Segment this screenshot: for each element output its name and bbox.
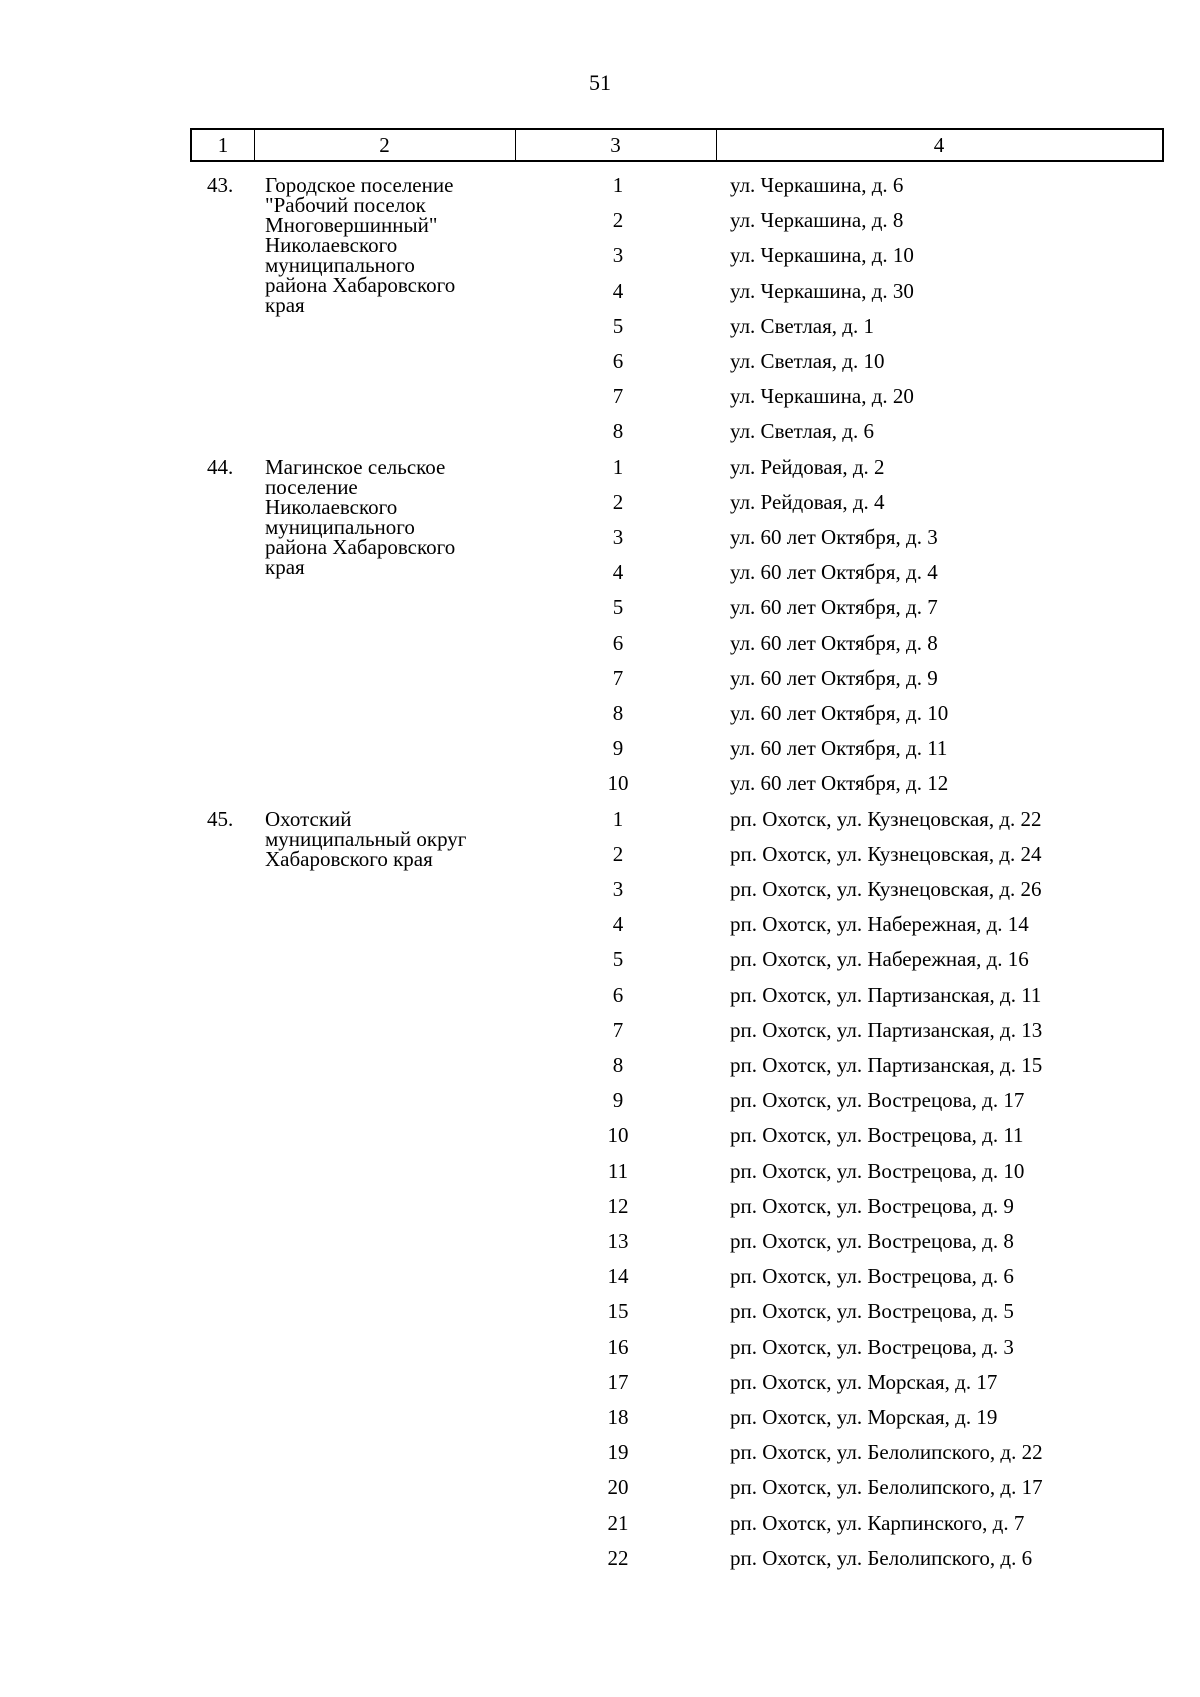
item-address: ул. 60 лет Октября, д. 3 [730,525,938,549]
group-number: 43. [207,173,234,197]
table-header-row [190,128,1164,162]
item-index: 21 [607,1510,629,1535]
item-index: 12 [607,1193,629,1218]
item-index: 4 [612,560,624,585]
item-address: ул. Черкашина, д. 20 [730,384,914,409]
item-address: ул. Черкашина, д. 30 [730,278,914,303]
item-address: рп. Охотск, ул. Набережная, д. 14 [730,912,1029,937]
item-index: 17 [607,1369,629,1394]
municipality-name: Магинское сельское поселение Николаевского муниципального района Хабаровского края [265,454,456,579]
item-address: ул. Светлая, д. 1 [730,313,874,338]
item-address: рп. Охотск, ул. Белолипского, д. 22 [730,1440,1043,1465]
item-index: 4 [612,278,624,303]
item-address: рп. Охотск, ул. Морская, д. 19 [730,1405,998,1429]
item-index: 7 [612,665,624,690]
item-address: рп. Охотск, ул. Кузнецовская, д. 24 [730,841,1042,866]
item-address: ул. Светлая, д. 6 [730,419,874,444]
item-address: рп. Охотск, ул. Вострецова, д. 9 [730,1193,1014,1218]
item-index: 3 [612,877,624,901]
item-index: 5 [612,313,624,338]
item-address: рп. Охотск, ул. Партизанская, д. 13 [730,1017,1043,1042]
item-address: ул. 60 лет Октября, д. 10 [730,701,949,725]
item-address: ул. Рейдовая, д. 2 [730,454,885,479]
item-address: рп. Охотск, ул. Кузнецовская, д. 26 [730,877,1042,901]
page-number: 51 [589,70,611,95]
item-index: 3 [612,525,624,549]
item-index: 6 [612,630,624,655]
item-index: 20 [607,1475,629,1500]
item-index: 6 [612,982,624,1007]
item-address: рп. Охотск, ул. Кузнецовская, д. 22 [730,806,1042,831]
item-index: 18 [607,1405,629,1429]
item-address: ул. Черкашина, д. 8 [730,208,904,233]
item-index: 1 [612,454,624,479]
item-address: рп. Охотск, ул. Партизанская, д. 11 [730,982,1042,1007]
item-index: 8 [612,1053,624,1077]
item-index: 7 [612,1017,624,1042]
item-address: ул. Светлая, д. 10 [730,349,885,373]
item-index: 16 [607,1334,629,1359]
item-address: ул. 60 лет Октября, д. 8 [730,630,938,655]
header-col-2: 2 [379,133,390,157]
item-address: рп. Охотск, ул. Вострецова, д. 11 [730,1123,1024,1148]
item-index: 14 [607,1264,629,1289]
item-index: 9 [612,736,624,761]
header-col-3: 3 [610,133,621,157]
item-address: рп. Охотск, ул. Вострецова, д. 5 [730,1299,1014,1324]
group-number: 44. [207,454,234,479]
municipality-name: Охотский муниципальный округ Хабаровского края [265,806,467,871]
item-index: 2 [612,489,624,514]
item-address: ул. 60 лет Октября, д. 11 [730,736,948,761]
item-index: 10 [607,1123,629,1148]
item-address: рп. Охотск, ул. Вострецова, д. 17 [730,1088,1025,1113]
item-address: ул. Черкашина, д. 10 [730,243,914,268]
item-index: 2 [612,208,624,233]
item-address: рп. Охотск, ул. Белолипского, д. 17 [730,1475,1043,1500]
item-index: 3 [612,243,624,268]
item-index: 1 [612,173,624,197]
item-index: 8 [612,419,624,444]
item-index: 7 [612,384,624,409]
item-address: рп. Охотск, ул. Вострецова, д. 6 [730,1264,1014,1289]
item-index: 6 [612,349,624,373]
item-address: рп. Охотск, ул. Белолипского, д. 6 [730,1545,1033,1570]
header-col-1: 1 [217,133,229,157]
item-address: рп. Охотск, ул. Вострецова, д. 3 [730,1334,1014,1359]
item-index: 2 [612,841,624,866]
item-index: 4 [612,912,624,937]
item-address: ул. 60 лет Октября, д. 4 [730,560,938,585]
item-index: 11 [607,1158,629,1183]
item-address: рп. Охотск, ул. Партизанская, д. 15 [730,1053,1043,1077]
municipality-name: Городское поселение "Рабочий поселок Многовершинный" Николаевского муниципального района Хабаровского края [265,173,456,317]
item-index: 19 [607,1440,629,1465]
item-index: 1 [612,806,624,831]
item-address: ул. Черкашина, д. 6 [730,173,904,197]
item-index: 5 [612,595,624,620]
item-address: рп. Охотск, ул. Морская, д. 17 [730,1369,998,1394]
item-index: 22 [607,1545,629,1570]
group-number: 45. [207,806,234,831]
item-index: 5 [612,947,624,972]
item-index: 8 [612,701,624,725]
item-address: рп. Охотск, ул. Вострецова, д. 8 [730,1229,1014,1253]
item-address: ул. 60 лет Октября, д. 9 [730,665,938,690]
item-address: ул. 60 лет Октября, д. 12 [730,771,949,796]
item-address: рп. Охотск, ул. Вострецова, д. 10 [730,1158,1025,1183]
header-col-4: 4 [933,133,945,157]
item-index: 15 [607,1299,629,1324]
item-index: 13 [607,1229,629,1253]
item-address: ул. 60 лет Октября, д. 7 [730,595,938,620]
item-address: рп. Охотск, ул. Набережная, д. 16 [730,947,1029,972]
item-address: рп. Охотск, ул. Карпинского, д. 7 [730,1510,1025,1535]
item-index: 10 [607,771,629,796]
item-index: 9 [612,1088,624,1113]
item-address: ул. Рейдовая, д. 4 [730,489,885,514]
